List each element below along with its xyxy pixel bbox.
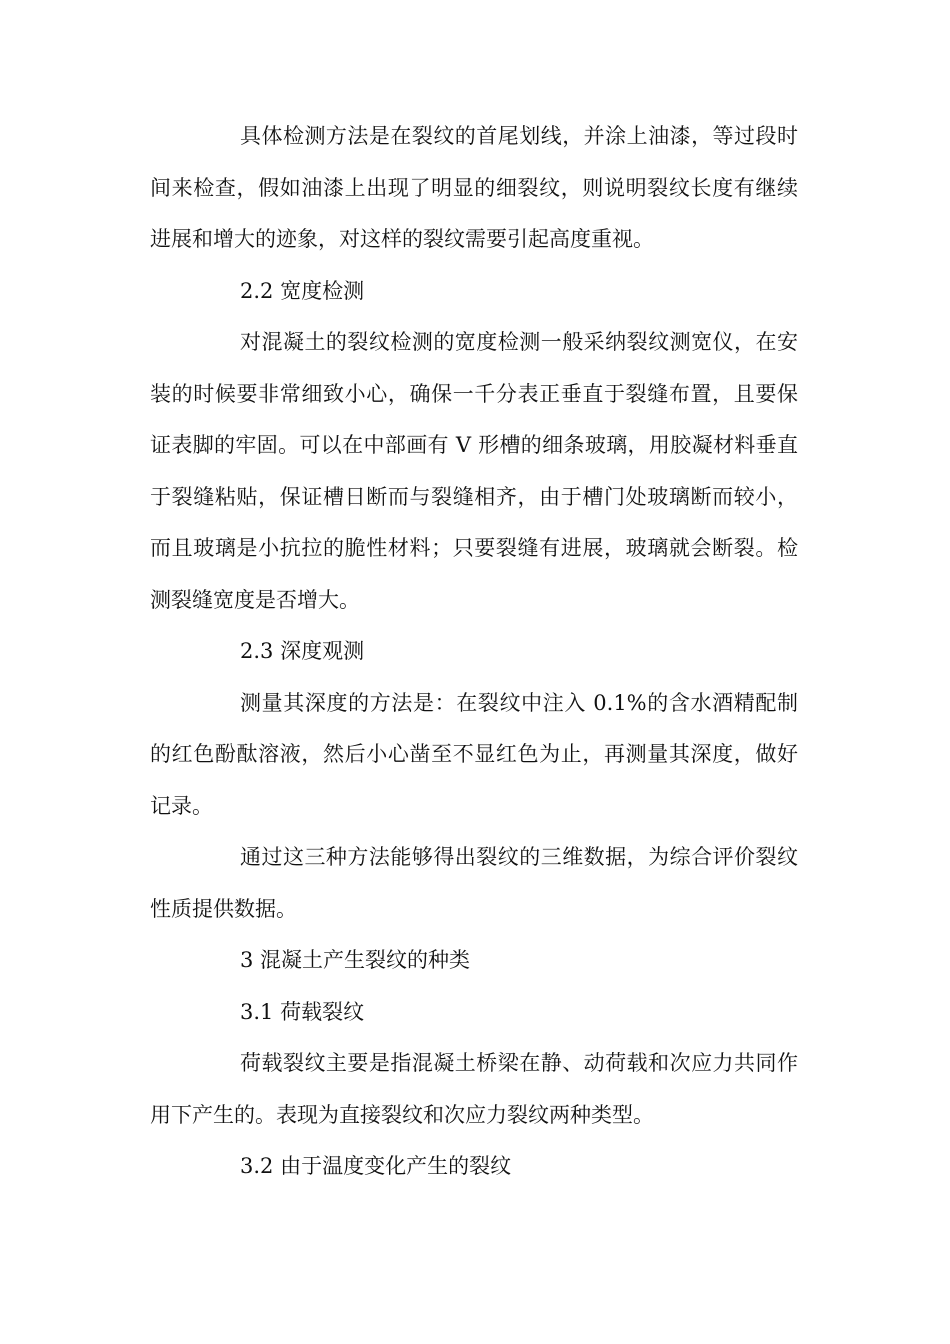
paragraph-summary: 通过这三种方法能够得出裂纹的三维数据，为综合评价裂纹性质提供数据。 <box>150 845 798 921</box>
heading-width-detection: 2.2 宽度检测 <box>240 278 365 303</box>
heading-temperature-cracks: 3.2 由于温度变化产生的裂纹 <box>240 1154 512 1178</box>
paragraph-length-method: 具体检测方法是在裂纹的首尾划线，并涂上油漆，等过段时间来检查，假如油漆上出现了明显的细裂纹，则说明裂纹长度有继续进展和增大的迹象，对这样的裂纹需要引起高度重视。 <box>150 124 798 251</box>
document-page <box>150 111 798 1193</box>
paragraph-width-method: 对混凝土的裂纹检测的宽度检测一般采纳裂纹测宽仪，在安装的时候要非常细致小心，确保一千分表正垂直于裂缝布置，且要保证表脚的牢固。可以在中部画有 V 形槽的细条玻璃，用胶凝材料垂直于裂缝粘贴，保证槽日断而与裂缝相齐，由于槽门处玻璃断而较小，而且玻璃是小抗拉的脆性材料；只要裂缝有进展，玻璃就会断裂。检测裂缝宽度是否增大。 <box>150 330 798 612</box>
paragraph-depth-method: 测量其深度的方法是：在裂纹中注入 0.1%的含水酒精配制的红色酚酞溶液，然后小心凿至不显红色为止，再测量其深度，做好记录。 <box>150 690 798 818</box>
heading-load-cracks: 3.1 荷载裂纹 <box>240 999 365 1024</box>
heading-crack-types: 3 混凝土产生裂纹的种类 <box>240 948 471 972</box>
paragraph-load-cracks: 荷载裂纹主要是指混凝土桥梁在静、动荷载和次应力共同作用下产生的。表现为直接裂纹和次应力裂纹两种类型。 <box>150 1051 798 1127</box>
heading-depth-observation: 2.3 深度观测 <box>240 639 365 663</box>
